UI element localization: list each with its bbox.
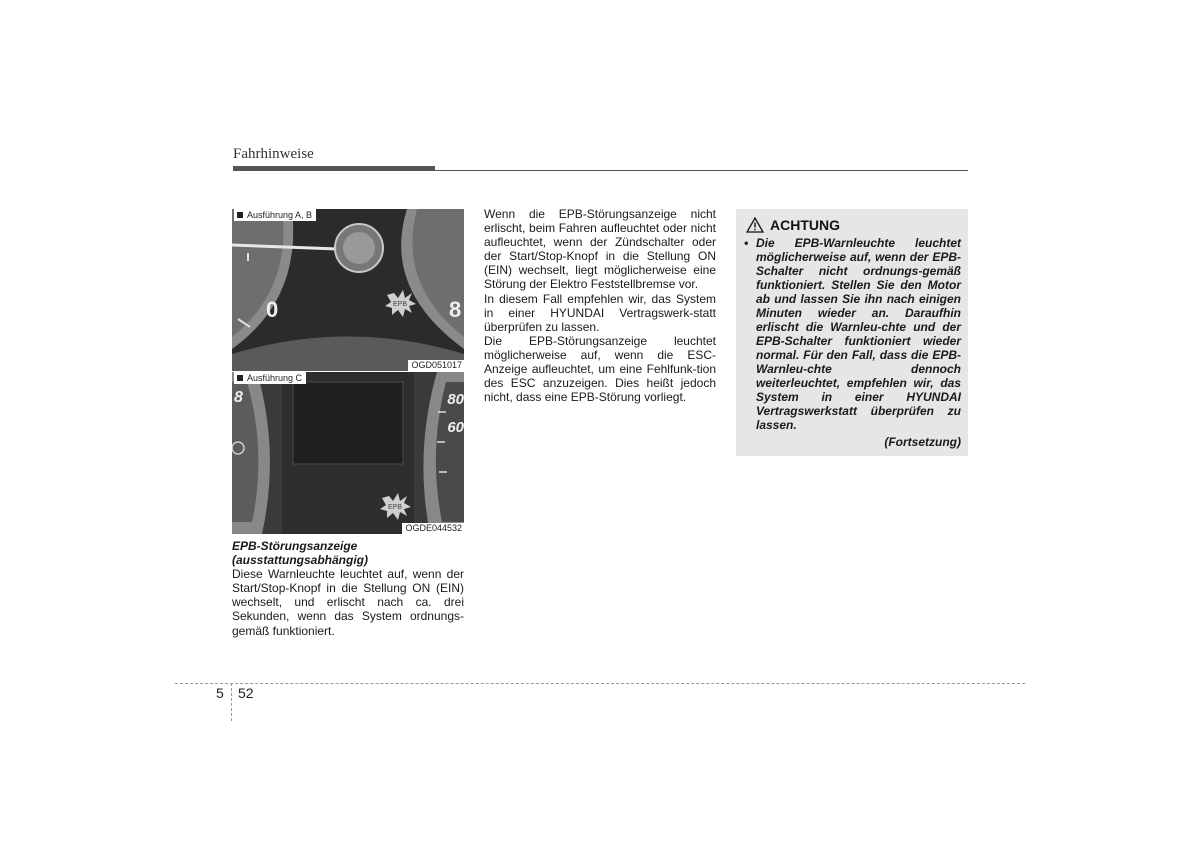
header-rule-thin [435,170,968,171]
figure-code-c: OGDE044532 [402,523,464,534]
footer-dashed-rule [175,683,1025,684]
warning-text: Die EPB-Warnleuchte leuchtet möglicherweise auf, wenn der EPB-Schalter nicht ordnungs-gemäß funktioniert. Stellen Sie den Motor ab und lassen Sie ihn nach einigen Minuten wieder an. Daraufhin erlischt die Warnleu-chte und der EPB-Schalter funktioniert wieder normal. Für den Fall, dass die EPB-Warnleu-chte dennoch weiterleuchtet, empfehlen wir, das System in einer HYUNDAI Vertragswerkstatt überprüfen zu lassen. [756,236,961,432]
figure-label-ab: Ausführung A, B [234,209,316,221]
warning-triangle-icon [746,217,764,233]
figure-cluster-ab [232,209,464,371]
header-rule-thick [233,166,435,171]
footer-vertical-divider [231,683,232,721]
page-header-title: Fahrhinweise [233,146,314,162]
column-1-text [232,539,464,638]
column-2-paragraph-2: In diesem Fall empfehlen wir, das System in einer HYUNDAI Vertragswerk-statt überprüfen zu lassen. [484,291,716,334]
figure-caption-line1: EPB-Störungsanzeige [232,539,358,553]
cluster-ab-image [232,209,464,371]
figure-code-ab: OGD051017 [408,360,464,371]
svg-text:0: 0 [266,297,279,322]
figure-cluster-c [232,372,464,534]
warning-box [736,209,968,456]
svg-text:EPB: EPB [392,301,408,308]
figure-label-c: Ausführung C [234,372,306,384]
svg-text:EPB: EPB [387,504,403,511]
cluster-c-image [232,372,464,534]
warning-title: ACHTUNG [770,217,840,233]
column-1-paragraph: Diese Warnleuchte leuchtet auf, wenn der Start/Stop-Knopf in die Stellung ON (EIN) wechselt, und erlischt nach ca. drei Sekunden, wenn das System ordnungs-gemäß funktioniert. [232,567,464,638]
column-2-paragraph-1: Wenn die EPB-Störungsanzeige nicht erlischt, beim Fahren aufleuchtet oder nicht aufleuchtet, wenn der Zündschalter oder der Start/Stop-Knopf in die Stellung ON (EIN) wechselt, liegt möglicherweise eine Störung der Elektro Feststellbremse vor. [484,207,716,292]
column-2-text [484,207,716,404]
figure-caption-line2: (ausstattungsabhängig) [232,553,369,568]
svg-text:80: 80 [447,391,464,408]
warning-header [746,217,961,233]
warning-item [744,236,961,432]
chapter-number: 5 [216,685,224,701]
page-number: 52 [238,685,254,701]
svg-text:60: 60 [447,419,464,436]
svg-text:8: 8 [234,389,243,406]
warning-continued: (Fortsetzung) [884,435,961,449]
svg-text:8: 8 [449,297,462,322]
warning-bullet: • [744,236,749,250]
column-2-paragraph-3: Die EPB-Störungsanzeige leuchtet möglicherweise auf, wenn die ESC-Anzeige aufleuchtet, um eine Fehlfunk-tion des ESC anzuzeigen. Dies heißt jedoch nicht, dass eine EPB-Störung vorliegt. [484,333,716,405]
